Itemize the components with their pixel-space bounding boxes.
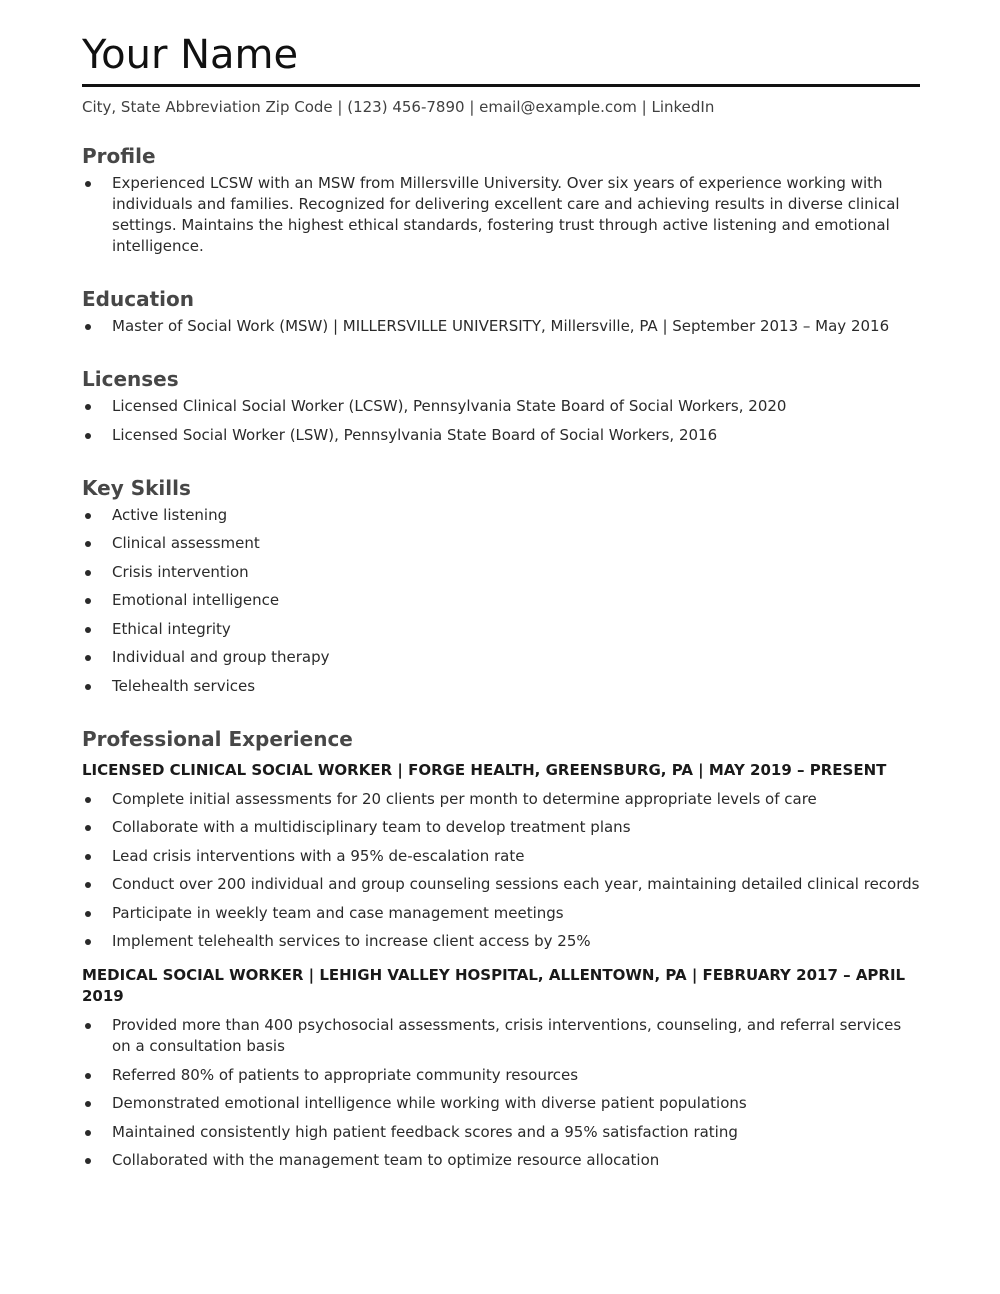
list-item xyxy=(82,173,920,257)
list-item-text: Referred 80% of patients to appropriate community resources xyxy=(112,1065,579,1084)
licenses-list xyxy=(82,396,920,446)
bullet-icon xyxy=(85,513,91,519)
list-item-text: Participate in weekly team and case management meetings xyxy=(112,903,564,922)
list-item xyxy=(82,789,920,810)
list-item xyxy=(82,874,920,895)
list-item xyxy=(82,505,920,526)
profile-list xyxy=(82,173,920,257)
resume-page xyxy=(82,30,920,1171)
education-list xyxy=(82,316,920,337)
list-item xyxy=(82,1093,920,1114)
list-item xyxy=(82,590,920,611)
list-item-text: Conduct over 200 individual and group counseling sessions each year, maintaining detailed clinical records xyxy=(112,875,920,893)
list-item xyxy=(82,619,920,640)
experience-section xyxy=(82,726,920,1172)
job-entry xyxy=(82,760,920,953)
list-item-text: Implement telehealth services to increase client access by 25% xyxy=(112,932,591,950)
bullet-icon xyxy=(85,797,91,803)
list-item xyxy=(82,817,920,838)
list-item xyxy=(82,1065,920,1086)
bullet-icon xyxy=(85,404,91,410)
list-item-text: Collaborate with a multidisciplinary team to develop treatment plans xyxy=(112,818,631,836)
bullet-icon xyxy=(85,433,91,439)
contact-line: City, State Abbreviation Zip Code | (123) 456-7890 | email@example.com | LinkedIn xyxy=(82,98,715,116)
list-item-text: Complete initial assessments for 20 clients per month to determine appropriate levels of care xyxy=(112,789,817,808)
list-item xyxy=(82,562,920,583)
list-item-text: Emotional intelligence xyxy=(112,591,280,609)
profile-section xyxy=(82,143,920,257)
bullet-icon xyxy=(85,541,91,547)
list-item-text: Lead crisis interventions with a 95% de-escalation rate xyxy=(112,846,525,865)
bullet-icon xyxy=(85,627,91,633)
bullet-icon xyxy=(85,1158,91,1164)
bullet-icon xyxy=(85,655,91,661)
licenses-section xyxy=(82,366,920,446)
resume-name: Your Name xyxy=(82,32,299,78)
bullet-icon xyxy=(85,911,91,917)
job-heading: LICENSED CLINICAL SOCIAL WORKER | FORGE HEALTH, GREENSBURG, PA | MAY 2019 – PRESENT xyxy=(82,760,887,779)
list-item-text: Licensed Clinical Social Worker (LCSW), Pennsylvania State Board of Social Workers, 2020 xyxy=(112,397,787,415)
list-item-text: Active listening xyxy=(112,505,228,524)
list-item-text: Licensed Social Worker (LSW), Pennsylvania State Board of Social Workers, 2016 xyxy=(112,425,718,444)
list-item-text: Maintained consistently high patient feedback scores and a 95% satisfaction rating xyxy=(112,1122,738,1141)
bullet-icon xyxy=(85,882,91,888)
job-entry xyxy=(82,965,920,1171)
job-duties-list xyxy=(82,1015,920,1171)
list-item xyxy=(82,903,920,924)
section-title-education: Education xyxy=(82,287,194,311)
list-item xyxy=(82,1150,920,1171)
section-title-skills: Key Skills xyxy=(82,475,191,500)
bullet-icon xyxy=(85,1023,91,1029)
bullet-icon xyxy=(85,181,91,187)
job-heading: MEDICAL SOCIAL WORKER | LEHIGH VALLEY HOSPITAL, ALLENTOWN, PA | FEBRUARY 2017 – APRIL 2019 xyxy=(82,966,906,1005)
section-title-experience: Professional Experience xyxy=(82,726,353,751)
job-duties-list xyxy=(82,789,920,953)
bullet-icon xyxy=(85,825,91,831)
list-item-text: Clinical assessment xyxy=(112,534,260,552)
list-item-text: Provided more than 400 psychosocial assessments, crisis interventions, counseling, and referral services on a consultation basis xyxy=(112,1016,902,1055)
list-item-text: Experienced LCSW with an MSW from Millersville University. Over six years of experience working with individuals and families. Recognized for delivering excellent care and achieving results in diverse clinical settings. Maintains the highest ethical standards, fostering trust through active listening and emotional intelligence. xyxy=(112,174,900,255)
section-title-profile: Profile xyxy=(82,144,156,168)
bullet-icon xyxy=(85,570,91,576)
list-item xyxy=(82,1015,920,1057)
list-item-text: Crisis intervention xyxy=(112,562,249,581)
list-item xyxy=(82,316,920,337)
list-item xyxy=(82,676,920,697)
bullet-icon xyxy=(85,1073,91,1079)
list-item xyxy=(82,533,920,554)
list-item-text: Individual and group therapy xyxy=(112,648,330,666)
bullet-icon xyxy=(85,1101,91,1107)
list-item xyxy=(82,425,920,446)
bullet-icon xyxy=(85,598,91,604)
skills-section xyxy=(82,475,920,697)
bullet-icon xyxy=(85,1130,91,1136)
list-item-text: Demonstrated emotional intelligence while working with diverse patient populations xyxy=(112,1094,747,1112)
bullet-icon xyxy=(85,324,91,330)
bullet-icon xyxy=(85,854,91,860)
list-item xyxy=(82,647,920,668)
list-item-text: Ethical integrity xyxy=(112,619,231,638)
bullet-icon xyxy=(85,684,91,690)
list-item-text: Telehealth services xyxy=(112,676,256,695)
list-item xyxy=(82,931,920,952)
bullet-icon xyxy=(85,939,91,945)
list-item-text: Collaborated with the management team to optimize resource allocation xyxy=(112,1151,660,1169)
education-section xyxy=(82,286,920,337)
header-divider xyxy=(82,84,920,87)
list-item-text: Master of Social Work (MSW) | MILLERSVILLE UNIVERSITY, Millersville, PA | September 2013 – May 2016 xyxy=(112,317,890,335)
section-title-licenses: Licenses xyxy=(82,367,179,391)
list-item xyxy=(82,846,920,867)
list-item xyxy=(82,396,920,417)
skills-list xyxy=(82,505,920,697)
list-item xyxy=(82,1122,920,1143)
